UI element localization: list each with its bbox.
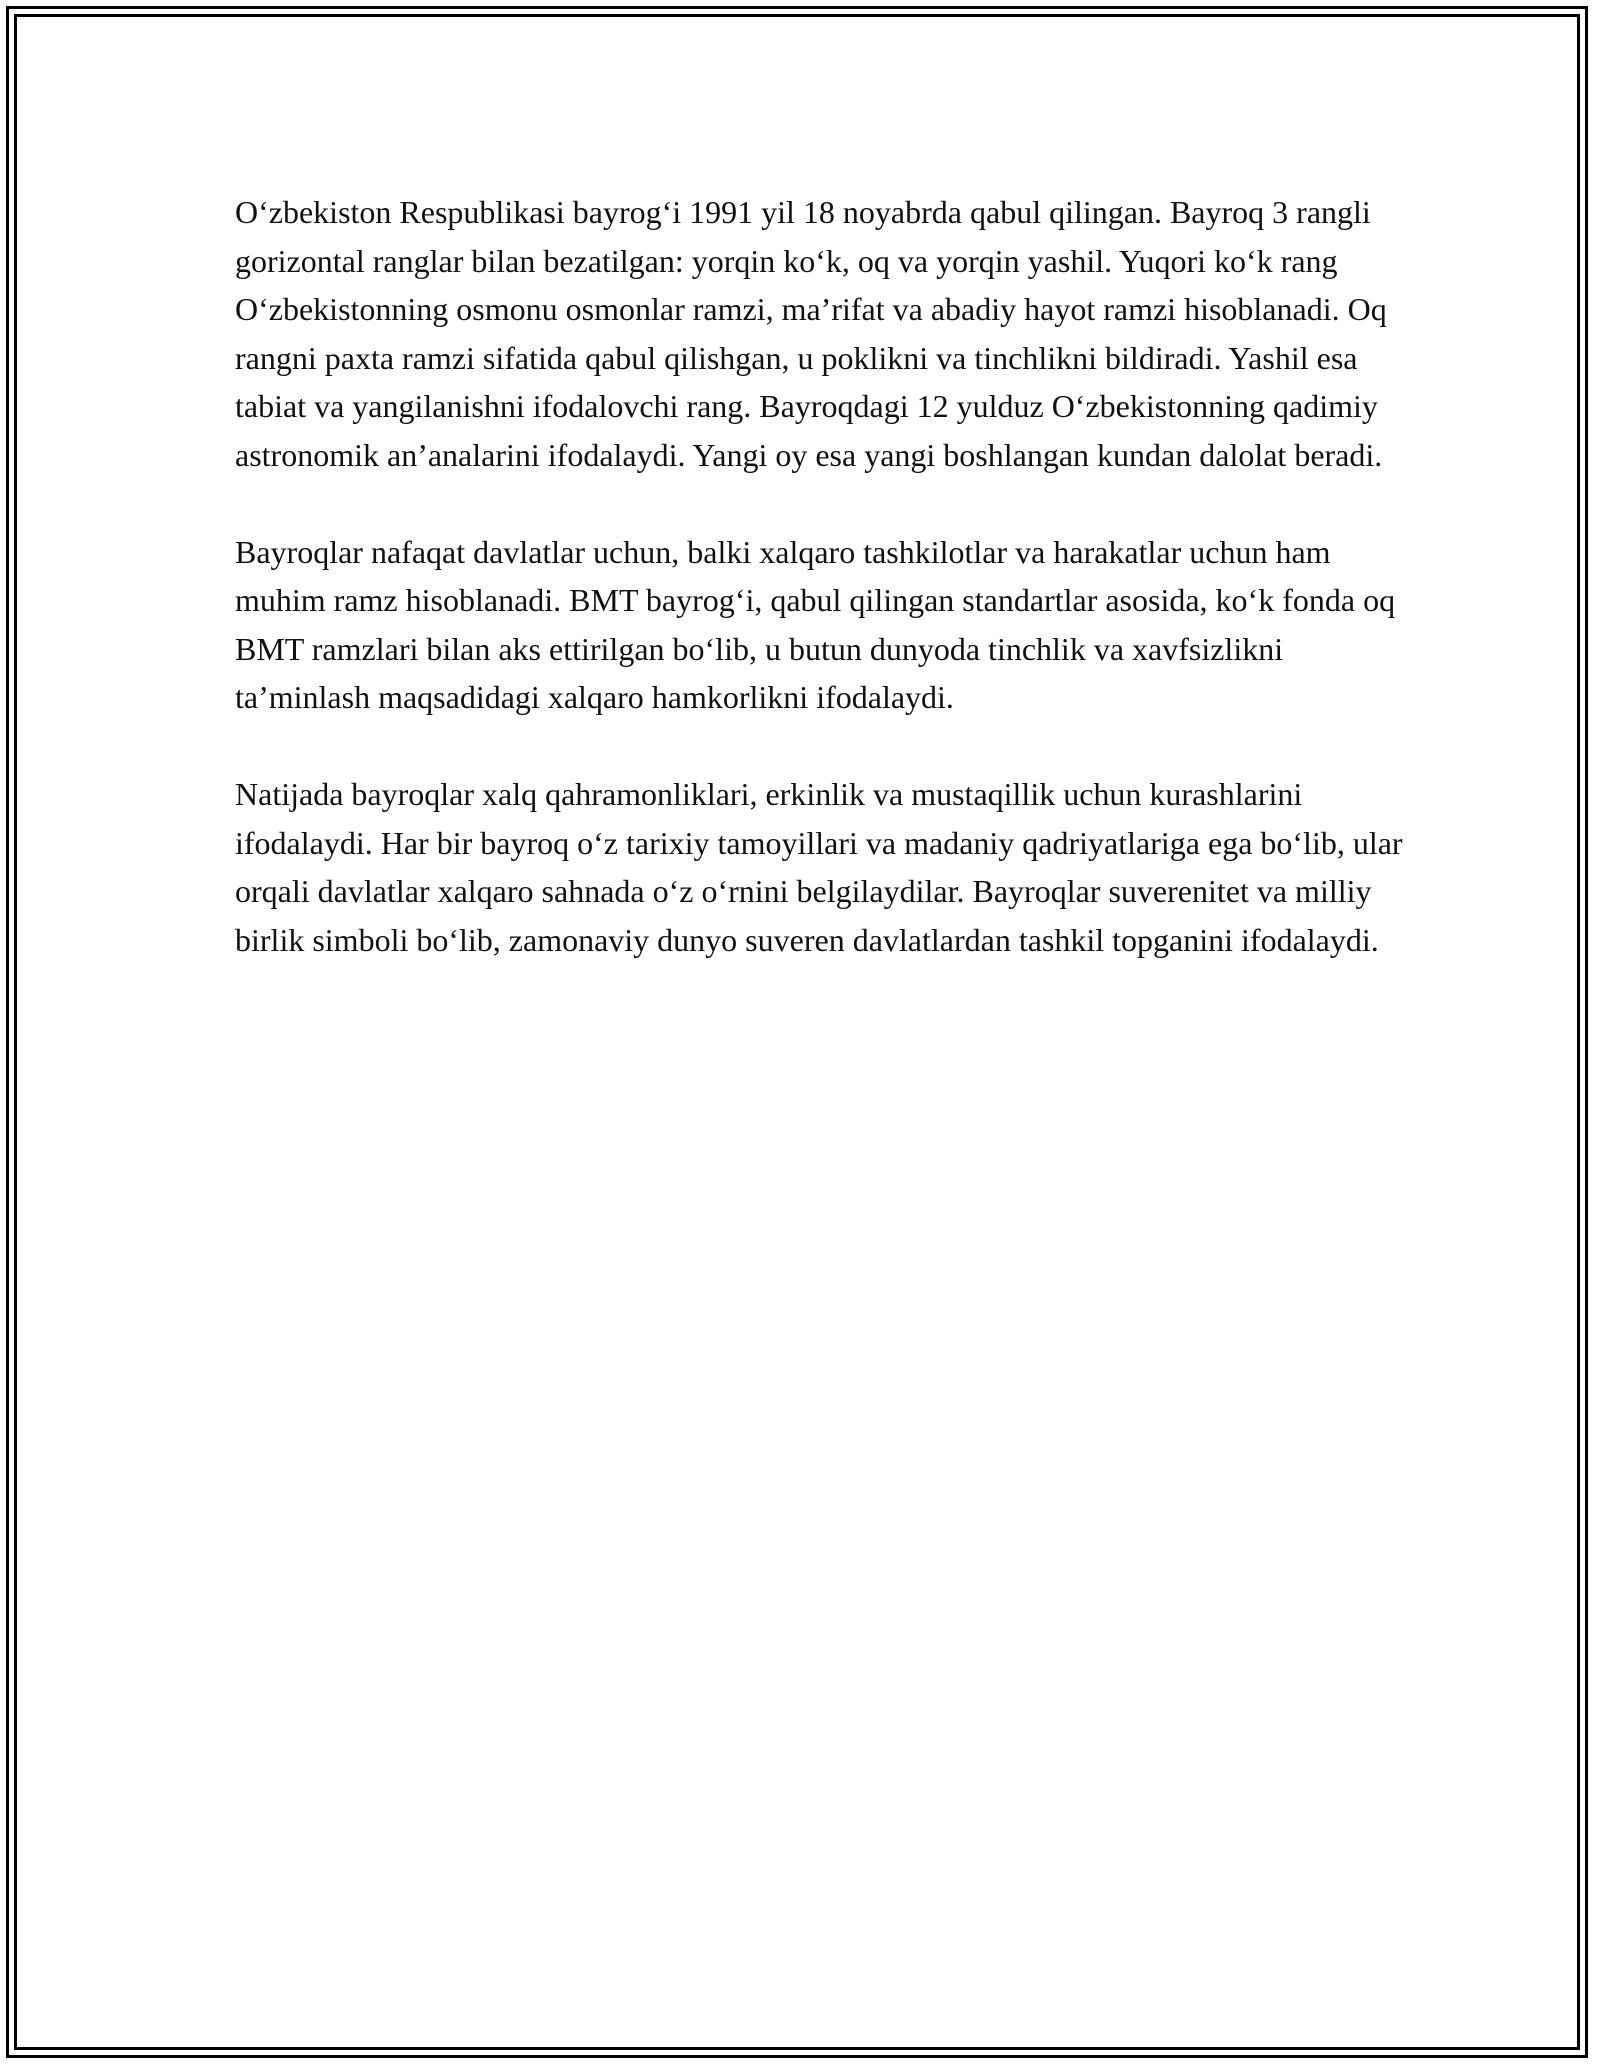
paragraph-flag-conclusion: Natijada bayroqlar xalq qahramonliklari, erkinlik va mustaqillik uchun kurashlarini ifodalaydi. Har bir bayroq o‘z tarixiy tamoyillari va madaniy qadriyatlariga ega bo‘lib, ular orqali davlatlar xalqaro sahnada o‘z o‘rnini belgilaydilar. Bayroqlar suverenitet va milliy birlik simboli bo‘lib, zamonaviy dunyo suveren davlatlardan tashkil topganini ifodalaydi. (235, 776, 1403, 958)
document-body (235, 188, 1405, 1013)
paragraph-flag-uzbekistan: O‘zbekiston Respublikasi bayrog‘i 1991 yil 18 noyabrda qabul qilingan. Bayroq 3 rangli gorizontal ranglar bilan bezatilgan: yorqin ko‘k, oq va yorqin yashil. Yuqori ko‘k rang O‘zbekistonning osmonu osmonlar ramzi, ma’rifat va abadiy hayot ramzi hisoblanadi. Oq rangni paxta ramzi sifatida qabul qilishgan, u poklikni va tinchlikni bildiradi. Yashil esa tabiat va yangilanishni ifodalovchi rang. Bayroqdagi 12 yulduz O‘zbekistonning qadimiy astronomik an’analarini ifodalaydi. Yangi oy esa yangi boshlangan kundan dalolat beradi. (235, 194, 1387, 473)
paragraph-flag-international: Bayroqlar nafaqat davlatlar uchun, balki xalqaro tashkilotlar va harakatlar uchun ham muhim ramz hisoblanadi. BMT bayrog‘i, qabul qilingan standartlar asosida, ko‘k fonda oq BMT ramzlari bilan aks ettirilgan bo‘lib, u butun dunyoda tinchlik va xavfsizlikni ta’minlash maqsadidagi xalqaro hamkorlikni ifodalaydi. (235, 533, 1396, 715)
